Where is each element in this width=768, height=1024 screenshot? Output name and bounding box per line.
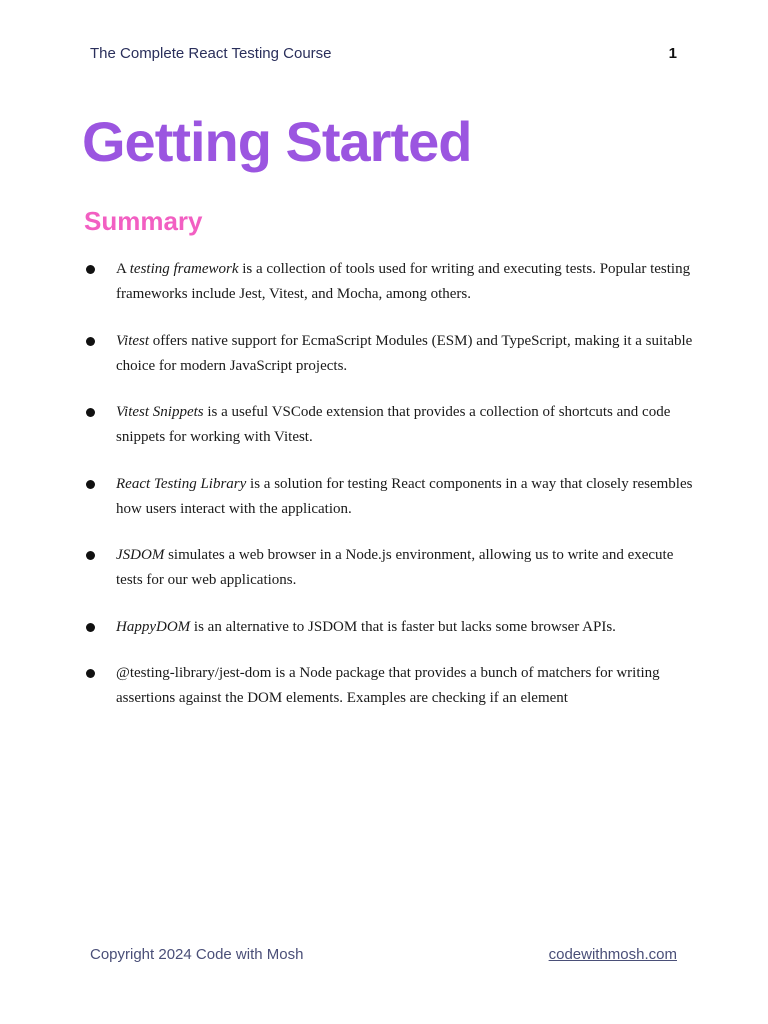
bullet-icon: [86, 480, 95, 489]
list-item: [86, 257, 698, 307]
course-title: The Complete React Testing Course: [90, 45, 332, 62]
bullet-text: is an alternative to JSDOM that is faster but lacks some browser APIs.: [190, 618, 616, 635]
bullet-text: is a solution for testing React components in a way that closely resembles how users interact with the application.: [116, 475, 693, 517]
bullet-term: JSDOM: [116, 547, 165, 563]
page-number: 1: [668, 45, 677, 62]
bullet-term: Vitest: [116, 332, 150, 349]
bullet-text: offers native support for EcmaScript Modules (ESM) and TypeScript, making it a suitable choice for modern JavaScript projects.: [116, 332, 693, 374]
list-item: [86, 543, 698, 593]
bullet-icon: [86, 551, 95, 560]
bullet-term: Vitest Snippets: [116, 404, 204, 420]
bullet-text: is a Node package that provides a bunch of matchers for writing assertions against the DOM elements. Examples are checking if an element: [116, 665, 660, 706]
bullet-text: is a collection of tools used for writing and executing tests. Popular testing frameworks include Jest, Vitest, and Mocha, among others.: [116, 261, 691, 302]
bullet-prefix: A: [116, 261, 130, 277]
bullet-icon: [86, 669, 95, 678]
list-item: [86, 329, 698, 379]
bullet-text: simulates a web browser in a Node.js environment, allowing us to write and execute tests for our web applications.: [116, 547, 674, 588]
list-item: [86, 615, 698, 640]
bullet-icon: [86, 408, 95, 417]
bullet-prefix: @testing-library/jest-dom: [116, 665, 272, 681]
section-heading: Summary: [84, 206, 203, 236]
bullet-term: testing framework: [129, 261, 239, 277]
bullet-term: React Testing Library: [116, 475, 247, 492]
list-item: [86, 661, 698, 711]
bullet-icon: [86, 623, 95, 632]
page-title: Getting Started: [82, 110, 472, 173]
bullet-text: is a useful VSCode extension that provides a collection of shortcuts and code snippets for working with Vitest.: [116, 404, 671, 445]
bullet-icon: [86, 337, 95, 346]
copyright-text: Copyright 2024 Code with Mosh: [90, 946, 304, 963]
list-item: [86, 472, 698, 522]
list-item: [86, 400, 698, 450]
bullet-icon: [86, 265, 95, 274]
bullet-term: HappyDOM: [116, 618, 191, 635]
summary-list: [86, 257, 698, 733]
website-link[interactable]: codewithmosh.com: [548, 946, 677, 963]
